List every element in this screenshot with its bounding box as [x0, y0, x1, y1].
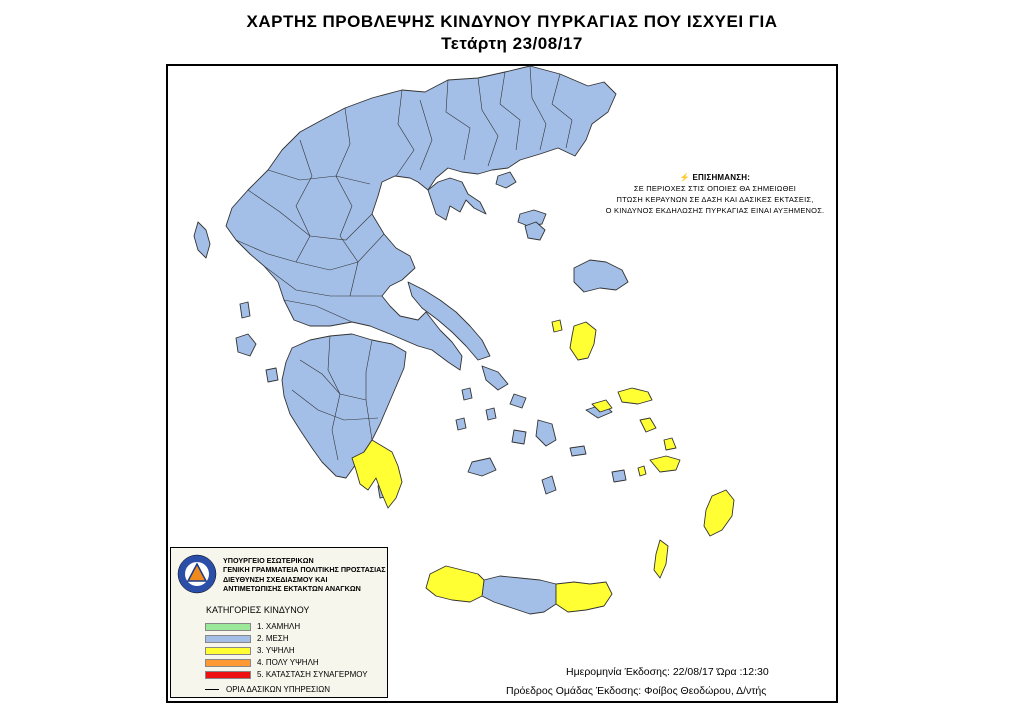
dodecanese-island-2 — [664, 438, 676, 450]
samos-island — [618, 388, 652, 404]
issuer-name: Πρόεδρος Ομάδας Έκδοσης: Φοίβος Θεοδώρου, Δ/ντής — [506, 685, 767, 697]
legend-label-very-high: 4. ΠΟΛΥ ΥΨΗΛΗ — [257, 658, 319, 667]
crete-lasithi — [556, 582, 612, 612]
legend-category-medium — [205, 633, 289, 644]
dodecanese-island-1 — [640, 418, 656, 432]
legend-box — [170, 547, 388, 698]
legend-swatch-medium — [205, 635, 251, 643]
forest-boundary-label: ΟΡΙΑ ΔΑΣΙΚΩΝ ΥΠΗΡΕΣΙΩΝ — [226, 685, 330, 694]
legend-category-alert — [205, 669, 368, 680]
tinos-island — [510, 394, 526, 408]
ministry-line-2: ΓΕΝΙΚΗ ΓΡΑΜΜΑΤΕΙΑ ΠΟΛΙΤΙΚΗΣ ΠΡΟΣΤΑΣΙΑΣ — [223, 565, 386, 575]
naxos-island — [536, 420, 556, 446]
crete-chania — [426, 566, 484, 602]
zakynthos-island — [266, 368, 278, 382]
milos-island — [468, 458, 496, 476]
boundary-line-symbol — [205, 689, 219, 690]
forest-boundary-legend — [205, 685, 330, 694]
legend-label-high: 3. ΥΨΗΛΗ — [257, 646, 295, 655]
lesvos-island — [574, 260, 628, 292]
lightning-icon: ⚡ — [679, 173, 691, 182]
legend-swatch-high — [205, 647, 251, 655]
legend-swatch-alert — [205, 671, 251, 679]
notice-line-2: ΠΤΩΣΗ ΚΕΡΑΥΝΩΝ ΣΕ ΔΑΣΗ ΚΑΙ ΔΑΣΙΚΕΣ ΕΚΤΑΣΕΙΣ, — [616, 195, 814, 204]
legend-label-low: 1. ΧΑΜΗΛΗ — [257, 622, 301, 631]
legend-label-alert: 5. ΚΑΤΑΣΤΑΣΗ ΣΥΝΑΓΕΡΜΟΥ — [257, 670, 368, 679]
ministry-text — [223, 556, 386, 594]
chalkidiki-region — [428, 178, 486, 220]
corfu-island — [194, 222, 210, 258]
chios-island — [570, 322, 596, 360]
santorini-island — [542, 476, 556, 494]
thasos-island — [496, 172, 516, 188]
rhodes-island — [704, 490, 734, 536]
legend-category-low — [205, 621, 300, 632]
lightning-notice — [590, 172, 840, 216]
kythnos-island — [456, 418, 466, 430]
legend-category-high — [205, 645, 295, 656]
issue-date: Ημερομηνία Έκδοσης: 22/08/17 Ώρα :12:30 — [566, 666, 769, 678]
civil-protection-emblem — [177, 554, 217, 594]
kefalonia-island — [236, 334, 256, 356]
crete-rethymno-heraklion — [482, 576, 556, 614]
legend-category-very-high — [205, 657, 319, 668]
notice-line-3: Ο ΚΙΝΔΥΝΟΣ ΕΚΔΗΛΩΣΗΣ ΠΥΡΚΑΓΙΑΣ ΕΙΝΑΙ ΑΥΞΗΜΕΝΟΣ. — [605, 206, 825, 215]
map-date: Τετάρτη 23/08/17 — [441, 34, 583, 53]
lemnos-island — [525, 222, 545, 240]
astypalaia-island — [612, 470, 626, 482]
amorgos-island — [570, 446, 586, 456]
ministry-line-1: ΥΠΟΥΡΓΕΙΟ ΕΣΩΤΕΡΙΚΩΝ — [223, 556, 314, 565]
lefkada-island — [240, 302, 250, 318]
legend-label-medium: 2. ΜΕΣΗ — [257, 634, 289, 643]
map-title: ΧΑΡΤΗΣ ΠΡΟΒΛΕΨΗΣ ΚΙΝΔΥΝΟΥ ΠΥΡΚΑΓΙΑΣ ΠΟΥ ΙΣΧΥΕΙ ΓΙΑ — [246, 12, 778, 31]
ministry-line-3: ΔΙΕΥΘΥΝΣΗ ΣΧΕΔΙΑΣΜΟΥ ΚΑΙ — [223, 574, 328, 584]
kea-island — [462, 388, 472, 400]
small-island-yellow — [552, 320, 562, 332]
ministry-line-4: ΑΝΤΙΜΕΤΩΠΙΣΗΣ ΕΚΤΑΚΤΩΝ ΑΝΑΓΚΩΝ — [223, 584, 361, 594]
karpathos-island — [654, 540, 668, 578]
andros-island — [482, 366, 508, 390]
notice-line-1: ΣΕ ΠΕΡΙΟΧΕΣ ΣΤΙΣ ΟΠΟΙΕΣ ΘΑ ΣΗΜΕΙΩΘΕΙ — [633, 184, 797, 193]
paros-island — [512, 430, 526, 444]
kos-island — [650, 456, 680, 472]
legend-swatch-low — [205, 623, 251, 631]
notice-title: ΕΠΙΣΗΜΑΝΣΗ: — [692, 173, 751, 182]
syros-island — [486, 408, 496, 420]
small-island-yellow-2 — [638, 466, 646, 476]
risk-categories-title: ΚΑΤΗΓΟΡΙΕΣ ΚΙΝΔΥΝΟΥ — [206, 605, 310, 615]
legend-swatch-very-high — [205, 659, 251, 667]
